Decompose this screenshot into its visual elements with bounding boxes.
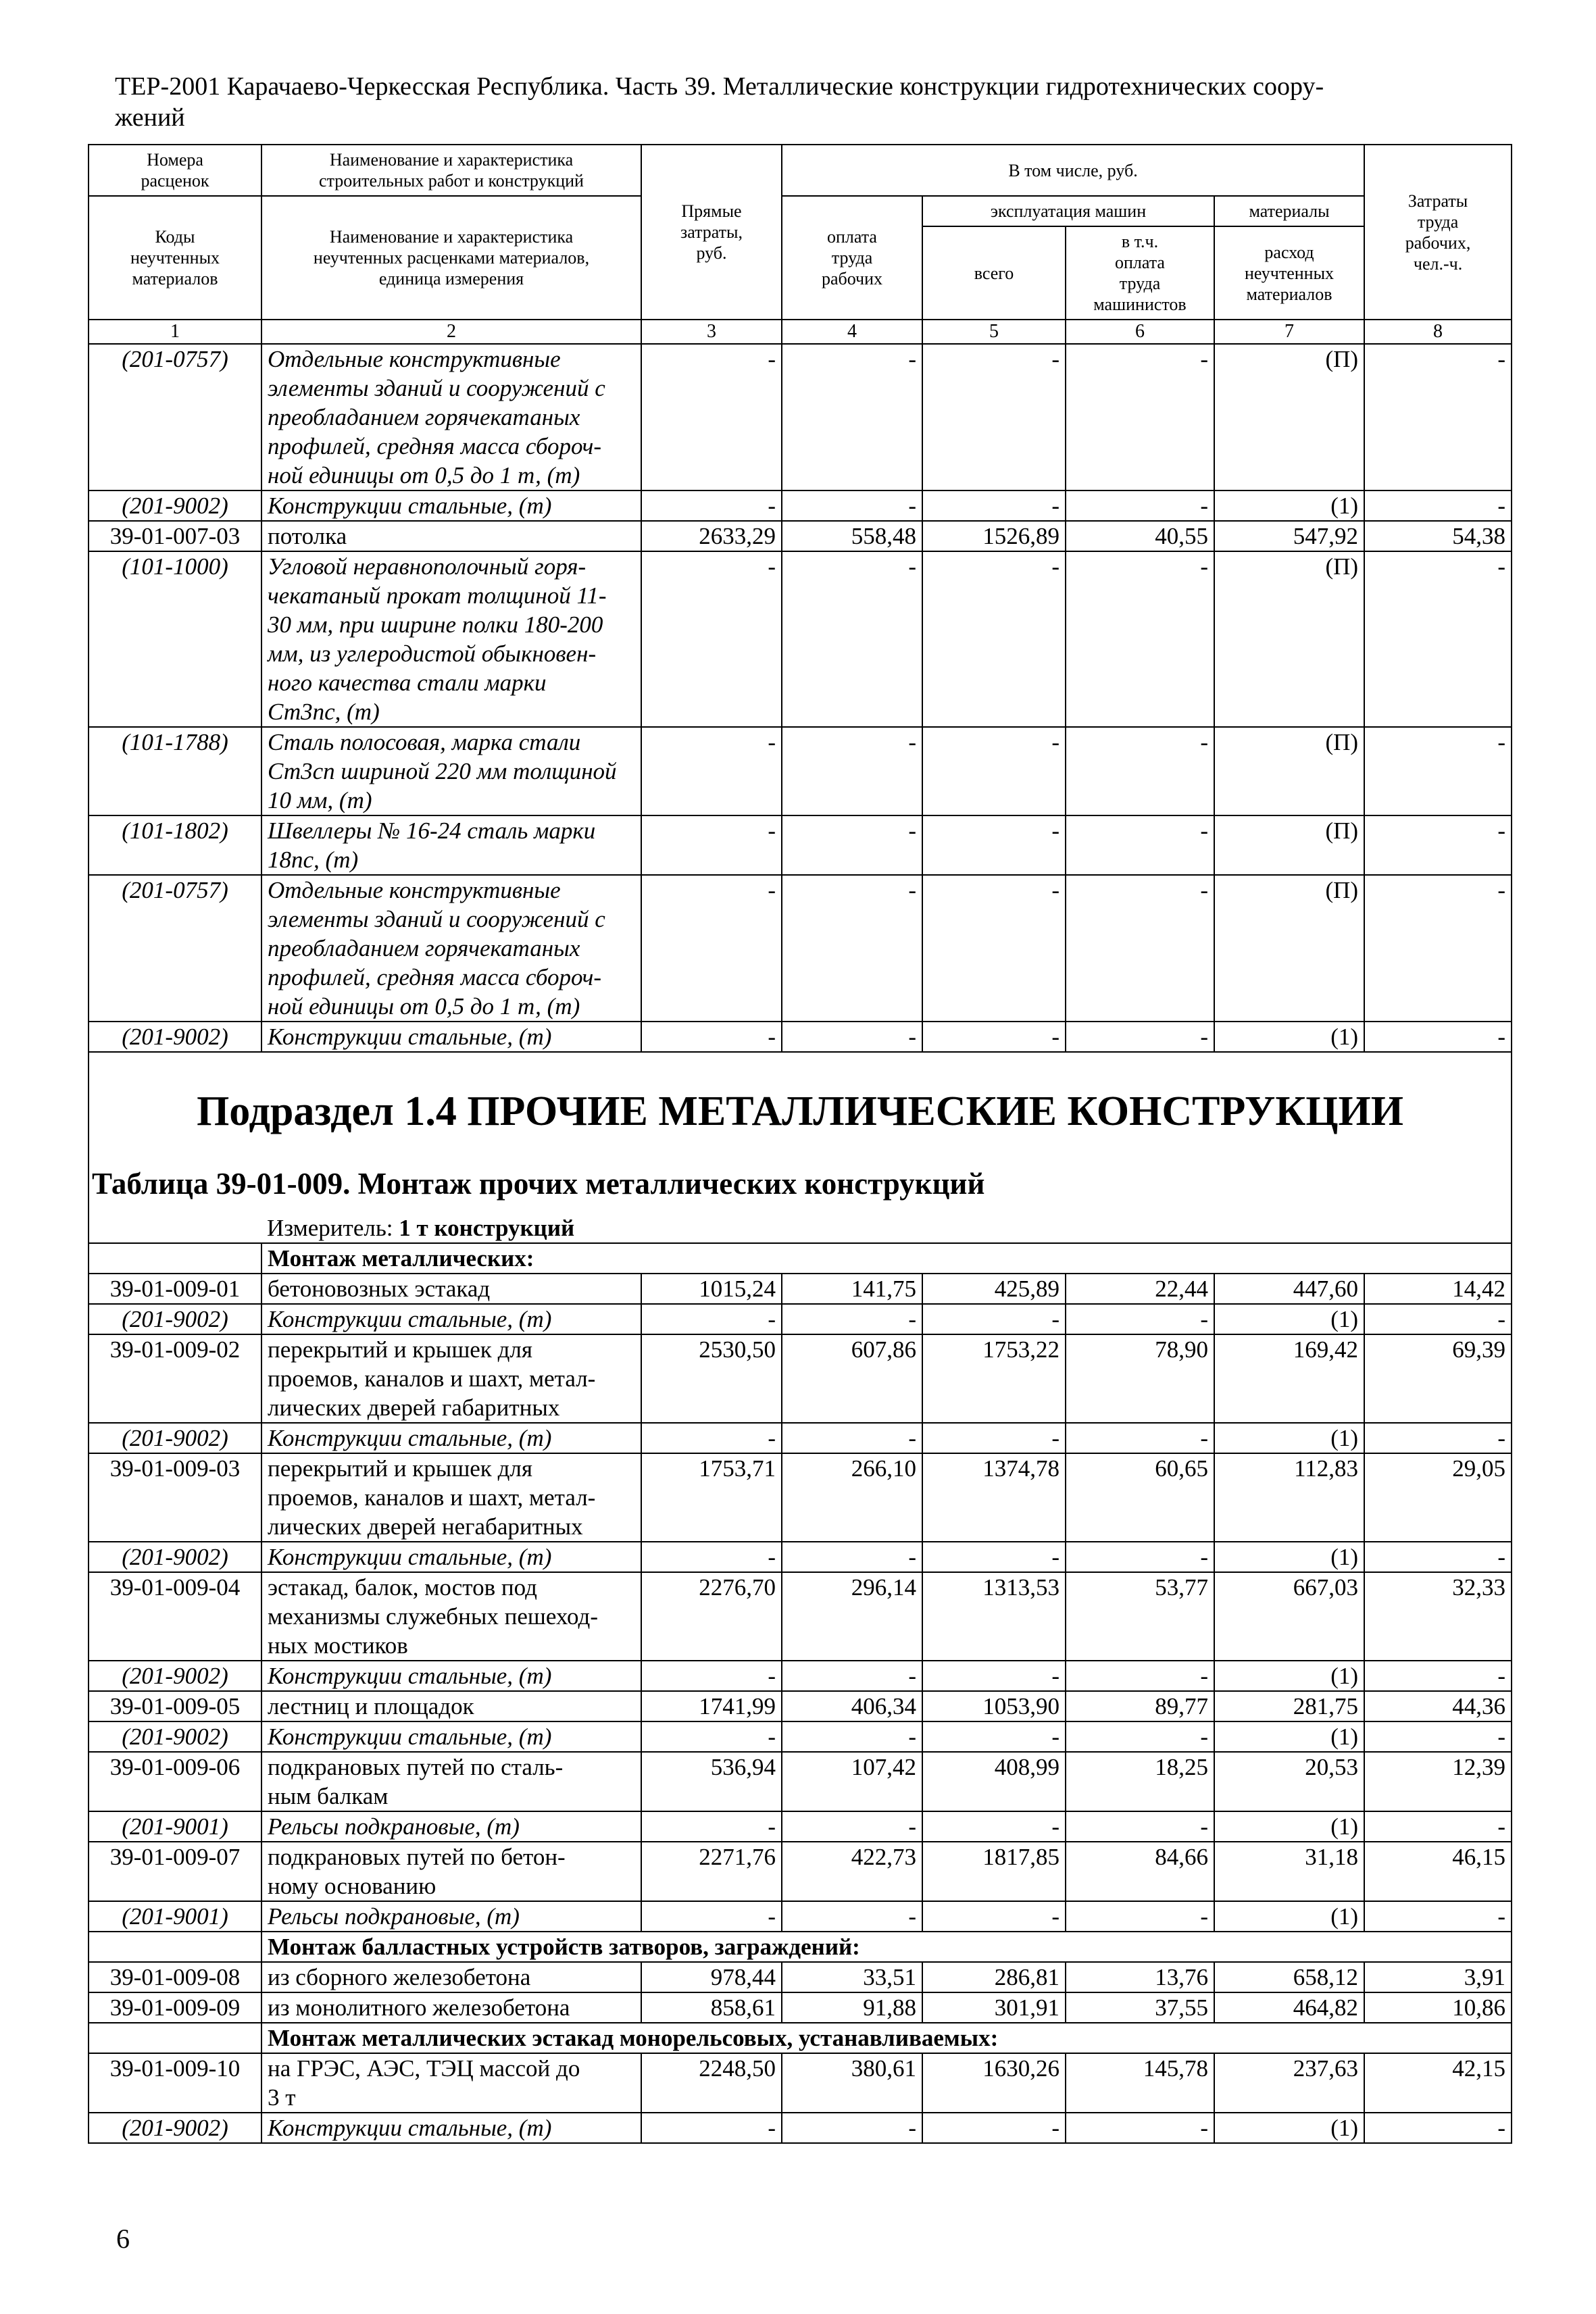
header-vtch: в т.ч. оплата труда машинистов (1066, 226, 1214, 320)
row-code: (201-9001) (89, 1811, 261, 1842)
row-value: 89,77 (1066, 1691, 1214, 1721)
row-value: 2248,50 (641, 2053, 782, 2113)
row-value: - (641, 1811, 782, 1842)
row-value: - (922, 551, 1066, 727)
row-value: - (922, 1304, 1066, 1334)
row-value: - (922, 344, 1066, 491)
table-row (89, 1453, 1512, 1542)
row-value: - (922, 1423, 1066, 1453)
row-code: 39-01-009-09 (89, 1992, 261, 2023)
table-row (89, 1572, 1512, 1661)
row-value: - (922, 1811, 1066, 1842)
row-value: - (782, 1304, 922, 1334)
row-value: 536,94 (641, 1752, 782, 1811)
table-row (89, 1962, 1512, 1992)
row-value: 1313,53 (922, 1572, 1066, 1661)
row-name: Конструкции стальные, (т) (261, 2113, 641, 2143)
header-kody: Коды неучтенных материалов (89, 196, 261, 320)
table-row (89, 727, 1512, 815)
row-name: Конструкции стальные, (т) (261, 491, 641, 521)
price-table (88, 144, 1512, 2144)
row-value: 1015,24 (641, 1274, 782, 1304)
row-value: - (922, 1661, 1066, 1691)
row-name: из монолитного железобетона (261, 1992, 641, 2023)
row-name: Конструкции стальные, (т) (261, 1304, 641, 1334)
row-value: - (1066, 727, 1214, 815)
row-value: - (782, 491, 922, 521)
table-row (89, 1334, 1512, 1423)
row-value: 20,53 (1214, 1752, 1364, 1811)
row-value: 33,51 (782, 1962, 922, 1992)
table-title: Таблица 39-01-009. Монтаж прочих металлических конструкций (89, 1166, 1512, 1213)
row-value: - (782, 2113, 922, 2143)
section-title: Подраздел 1.4 ПРОЧИЕ МЕТАЛЛИЧЕСКИЕ КОНСТРУКЦИИ (89, 1052, 1512, 1166)
row-value: - (782, 1721, 922, 1752)
row-value: 2271,76 (641, 1842, 782, 1901)
row-value: - (782, 344, 922, 491)
row-value: 42,15 (1364, 2053, 1512, 2113)
row-value: 37,55 (1066, 1992, 1214, 2023)
row-code: (201-9001) (89, 1901, 261, 1932)
row-value: 2530,50 (641, 1334, 782, 1423)
header-naim2: Наименование и характеристика неучтенных расценками материалов, единица измерения (261, 196, 641, 320)
row-value: - (782, 875, 922, 1022)
row-value: - (641, 551, 782, 727)
column-number: 6 (1066, 320, 1214, 344)
table-row (89, 1842, 1512, 1901)
row-code: (201-9002) (89, 2113, 261, 2143)
row-value: - (782, 1811, 922, 1842)
row-code: 39-01-009-03 (89, 1453, 261, 1542)
row-value: - (1066, 1811, 1214, 1842)
row-value: 422,73 (782, 1842, 922, 1901)
row-value: 447,60 (1214, 1274, 1364, 1304)
row-name: лестниц и площадок (261, 1691, 641, 1721)
row-name: Сталь полосовая, марка стали Ст3сп шириной 220 мм толщиной 10 мм, (т) (261, 727, 641, 815)
row-value: - (1066, 1022, 1214, 1052)
row-value: 107,42 (782, 1752, 922, 1811)
row-value: - (922, 1721, 1066, 1752)
row-value: - (1364, 727, 1512, 815)
header-materialy: материалы (1214, 196, 1364, 226)
row-name: Отдельные конструктивные элементы зданий и сооружений с преобладанием горячекатаных профилей, средняя масса сбороч- ной единицы от 0,5 до 1 т, (т) (261, 875, 641, 1022)
row-value: 425,89 (922, 1274, 1066, 1304)
row-value: 380,61 (782, 2053, 922, 2113)
row-name: Конструкции стальные, (т) (261, 1423, 641, 1453)
row-name: потолка (261, 521, 641, 551)
table-row (89, 1542, 1512, 1572)
row-value: - (641, 1022, 782, 1052)
header-row-1 (89, 145, 1512, 196)
column-number: 1 (89, 320, 261, 344)
row-code: 39-01-009-08 (89, 1962, 261, 1992)
row-value: 2276,70 (641, 1572, 782, 1661)
row-value: 281,75 (1214, 1691, 1364, 1721)
row-value: - (1364, 2113, 1512, 2143)
row-value: - (1066, 1423, 1214, 1453)
row-value: - (641, 1304, 782, 1334)
row-value: 84,66 (1066, 1842, 1214, 1901)
column-numbers-row (89, 320, 1512, 344)
measure-unit: 1 т конструкций (399, 1215, 575, 1241)
row-value: - (1364, 551, 1512, 727)
row-value: - (922, 2113, 1066, 2143)
group-header-label: Монтаж металлических: (261, 1243, 1512, 1274)
row-name: Рельсы подкрановые, (т) (261, 1901, 641, 1932)
table-title-row (89, 1166, 1512, 1213)
header-zatraty: Затраты труда рабочих, чел.-ч. (1364, 145, 1512, 320)
row-value: 12,39 (1364, 1752, 1512, 1811)
row-value: 13,76 (1066, 1962, 1214, 1992)
table-row (89, 1752, 1512, 1811)
table-row (89, 815, 1512, 875)
row-name: перекрытий и крышек для проемов, каналов и шахт, метал- лических дверей габаритных (261, 1334, 641, 1423)
group-empty-cell (89, 1243, 261, 1274)
row-code: 39-01-007-03 (89, 521, 261, 551)
row-value: - (1364, 1901, 1512, 1932)
column-number: 4 (782, 320, 922, 344)
row-code: 39-01-009-01 (89, 1274, 261, 1304)
row-value: 406,34 (782, 1691, 922, 1721)
row-value: - (1364, 1423, 1512, 1453)
measure-row (89, 1213, 1512, 1243)
row-value: (П) (1214, 815, 1364, 875)
row-code: (101-1802) (89, 815, 261, 875)
row-value: - (1364, 1022, 1512, 1052)
row-name: Угловой неравнополочный горя- чекатаный прокат толщиной 11- 30 мм, при ширине полки 180-200 мм, из углеродистой обыкновен- ного качества стали марки Ст3пс, (т) (261, 551, 641, 727)
row-value: 1741,99 (641, 1691, 782, 1721)
row-value: 296,14 (782, 1572, 922, 1661)
row-value: - (1364, 344, 1512, 491)
row-code: 39-01-009-07 (89, 1842, 261, 1901)
row-value: 54,38 (1364, 521, 1512, 551)
row-name: эстакад, балок, мостов под механизмы служебных пешеход- ных мостиков (261, 1572, 641, 1661)
row-value: - (641, 815, 782, 875)
table-row (89, 1721, 1512, 1752)
row-value: - (641, 1661, 782, 1691)
group-header-label: Монтаж металлических эстакад монорельсовых, устанавливаемых: (261, 2023, 1512, 2053)
row-value: - (782, 551, 922, 727)
row-value: - (1364, 815, 1512, 875)
row-value: 547,92 (1214, 521, 1364, 551)
row-value: - (1066, 2113, 1214, 2143)
row-value: (1) (1214, 1022, 1364, 1052)
row-value: - (1364, 875, 1512, 1022)
row-code: 39-01-009-04 (89, 1572, 261, 1661)
row-value: - (782, 1661, 922, 1691)
row-value: - (922, 491, 1066, 521)
row-value: 169,42 (1214, 1334, 1364, 1423)
column-number: 7 (1214, 320, 1364, 344)
row-value: - (1066, 1304, 1214, 1334)
row-code: (201-9002) (89, 1423, 261, 1453)
row-value: - (922, 1022, 1066, 1052)
row-value: - (1066, 491, 1214, 521)
row-code: (101-1788) (89, 727, 261, 815)
row-value: - (1364, 1721, 1512, 1752)
row-value: - (1364, 491, 1512, 521)
row-value: 607,86 (782, 1334, 922, 1423)
row-value: - (1364, 1661, 1512, 1691)
row-value: - (1066, 1661, 1214, 1691)
row-code: 39-01-009-02 (89, 1334, 261, 1423)
row-value: 1053,90 (922, 1691, 1066, 1721)
table-row (89, 1022, 1512, 1052)
row-code: (201-9002) (89, 1661, 261, 1691)
row-name: бетоновозных эстакад (261, 1274, 641, 1304)
row-value: 69,39 (1364, 1334, 1512, 1423)
header-ekspl: эксплуатация машин (922, 196, 1214, 226)
group-empty-cell (89, 1932, 261, 1962)
row-value: 31,18 (1214, 1842, 1364, 1901)
table-row (89, 1274, 1512, 1304)
header-row-2 (89, 196, 1512, 226)
row-value: - (1066, 344, 1214, 491)
row-code: 39-01-009-06 (89, 1752, 261, 1811)
row-value: 237,63 (1214, 2053, 1364, 2113)
row-name: на ГРЭС, АЭС, ТЭЦ массой до 3 т (261, 2053, 641, 2113)
header-naim1: Наименование и характеристика строительных работ и конструкций (261, 145, 641, 196)
row-value: - (1364, 1811, 1512, 1842)
row-value: - (922, 875, 1066, 1022)
row-value: - (1066, 551, 1214, 727)
row-value: - (922, 1542, 1066, 1572)
row-value: 22,44 (1066, 1274, 1214, 1304)
row-value: - (641, 2113, 782, 2143)
row-value: 14,42 (1364, 1274, 1512, 1304)
row-value: - (1066, 1721, 1214, 1752)
header-pryamye: Прямые затраты, руб. (641, 145, 782, 320)
row-value: 18,25 (1066, 1752, 1214, 1811)
row-value: - (782, 1022, 922, 1052)
group-empty-cell (89, 2023, 261, 2053)
document-title: ТЕР-2001 Карачаево-Черкесская Республика. Часть 39. Металлические конструкции гидротехнических соору- жений (115, 72, 1324, 132)
group-header-label: Монтаж балластных устройств затворов, заграждений: (261, 1932, 1512, 1962)
header-vsego: всего (922, 226, 1066, 320)
row-code: (201-9002) (89, 1022, 261, 1052)
row-name: Конструкции стальные, (т) (261, 1661, 641, 1691)
row-value: - (1364, 1304, 1512, 1334)
column-number: 5 (922, 320, 1066, 344)
group-header-row (89, 1243, 1512, 1274)
row-value: - (641, 344, 782, 491)
row-value: (1) (1214, 1811, 1364, 1842)
row-value: 1374,78 (922, 1453, 1066, 1542)
row-name: Конструкции стальные, (т) (261, 1721, 641, 1752)
group-header-row (89, 2023, 1512, 2053)
row-value: - (641, 491, 782, 521)
row-value: - (641, 875, 782, 1022)
row-name: Рельсы подкрановые, (т) (261, 1811, 641, 1842)
table-row (89, 491, 1512, 521)
row-value: - (1066, 1901, 1214, 1932)
row-value: 10,86 (1364, 1992, 1512, 2023)
row-value: 858,61 (641, 1992, 782, 2023)
row-value: 60,65 (1066, 1453, 1214, 1542)
row-value: 658,12 (1214, 1962, 1364, 1992)
row-name: Отдельные конструктивные элементы зданий и сооружений с преобладанием горячекатаных профилей, средняя масса сбороч- ной единицы от 0,5 до 1 т, (т) (261, 344, 641, 491)
row-value: - (922, 815, 1066, 875)
row-value: (1) (1214, 1423, 1364, 1453)
row-value: 558,48 (782, 521, 922, 551)
row-value: 464,82 (1214, 1992, 1364, 2023)
row-value: 667,03 (1214, 1572, 1364, 1661)
row-value: 1753,22 (922, 1334, 1066, 1423)
row-value: - (641, 727, 782, 815)
row-value: - (641, 1901, 782, 1932)
row-value: (1) (1214, 1304, 1364, 1334)
row-value: - (1364, 1542, 1512, 1572)
row-value: 1630,26 (922, 2053, 1066, 2113)
row-value: 301,91 (922, 1992, 1066, 2023)
row-code: (201-9002) (89, 1304, 261, 1334)
row-value: (П) (1214, 727, 1364, 815)
row-value: 91,88 (782, 1992, 922, 2023)
measure-prefix: Измеритель: (267, 1215, 399, 1241)
group-header-row (89, 1932, 1512, 1962)
row-value: 44,36 (1364, 1691, 1512, 1721)
row-value: 1817,85 (922, 1842, 1066, 1901)
row-code: (201-9002) (89, 491, 261, 521)
column-number: 2 (261, 320, 641, 344)
table-row (89, 551, 1512, 727)
row-code: (201-0757) (89, 875, 261, 1022)
row-value: 408,99 (922, 1752, 1066, 1811)
row-value: - (922, 1901, 1066, 1932)
row-value: 1526,89 (922, 521, 1066, 551)
table-row (89, 521, 1512, 551)
row-name: перекрытий и крышек для проемов, каналов и шахт, метал- лических дверей негабаритных (261, 1453, 641, 1542)
row-value: - (782, 1542, 922, 1572)
measure-label (261, 1213, 1512, 1243)
table-row (89, 1901, 1512, 1932)
row-value: 266,10 (782, 1453, 922, 1542)
table-row (89, 1661, 1512, 1691)
row-code: (201-9002) (89, 1721, 261, 1752)
row-value: (1) (1214, 1901, 1364, 1932)
row-value: 141,75 (782, 1274, 922, 1304)
table-row (89, 1691, 1512, 1721)
row-value: - (782, 1423, 922, 1453)
table-row (89, 2053, 1512, 2113)
row-value: (П) (1214, 344, 1364, 491)
section-title-row (89, 1052, 1512, 1166)
row-value: 46,15 (1364, 1842, 1512, 1901)
row-code: (201-0757) (89, 344, 261, 491)
table-row (89, 1992, 1512, 2023)
row-value: (1) (1214, 1661, 1364, 1691)
row-value: - (782, 1901, 922, 1932)
row-name: из сборного железобетона (261, 1962, 641, 1992)
row-code: 39-01-009-10 (89, 2053, 261, 2113)
header-oplata: оплата труда рабочих (782, 196, 922, 320)
row-value: - (1066, 875, 1214, 1022)
row-code: 39-01-009-05 (89, 1691, 261, 1721)
row-name: Швеллеры № 16-24 сталь марки 18пс, (т) (261, 815, 641, 875)
table-row (89, 2113, 1512, 2143)
row-code: (101-1000) (89, 551, 261, 727)
row-value: 32,33 (1364, 1572, 1512, 1661)
row-value: 2633,29 (641, 521, 782, 551)
table-row (89, 344, 1512, 491)
row-value: - (641, 1423, 782, 1453)
row-name: Конструкции стальные, (т) (261, 1542, 641, 1572)
row-value: 1753,71 (641, 1453, 782, 1542)
row-value: 112,83 (1214, 1453, 1364, 1542)
table-row (89, 875, 1512, 1022)
table-row (89, 1811, 1512, 1842)
row-value: 29,05 (1364, 1453, 1512, 1542)
row-value: 978,44 (641, 1962, 782, 1992)
header-nomera: Номера расценок (89, 145, 261, 196)
column-number: 8 (1364, 320, 1512, 344)
row-value: - (782, 727, 922, 815)
row-value: 286,81 (922, 1962, 1066, 1992)
row-value: - (782, 815, 922, 875)
row-value: (1) (1214, 1721, 1364, 1752)
measure-empty-cell (89, 1213, 261, 1243)
row-name: подкрановых путей по сталь- ным балкам (261, 1752, 641, 1811)
row-name: Конструкции стальные, (т) (261, 1022, 641, 1052)
row-value: - (1066, 1542, 1214, 1572)
row-value: 40,55 (1066, 521, 1214, 551)
row-value: (П) (1214, 875, 1364, 1022)
row-value: - (922, 727, 1066, 815)
row-code: (201-9002) (89, 1542, 261, 1572)
header-v-tom-chisle: В том числе, руб. (782, 145, 1364, 196)
row-value: (1) (1214, 491, 1364, 521)
row-value: - (641, 1721, 782, 1752)
row-value: (1) (1214, 2113, 1364, 2143)
row-value: (1) (1214, 1542, 1364, 1572)
row-name: подкрановых путей по бетон- ному основанию (261, 1842, 641, 1901)
header-rashod: расход неучтенных материалов (1214, 226, 1364, 320)
row-value: - (1066, 815, 1214, 875)
row-value: 145,78 (1066, 2053, 1214, 2113)
row-value: - (641, 1542, 782, 1572)
table-row (89, 1423, 1512, 1453)
table-row (89, 1304, 1512, 1334)
row-value: (П) (1214, 551, 1364, 727)
column-number: 3 (641, 320, 782, 344)
page-number: 6 (116, 2223, 130, 2254)
row-value: 53,77 (1066, 1572, 1214, 1661)
row-value: 78,90 (1066, 1334, 1214, 1423)
row-value: 3,91 (1364, 1962, 1512, 1992)
